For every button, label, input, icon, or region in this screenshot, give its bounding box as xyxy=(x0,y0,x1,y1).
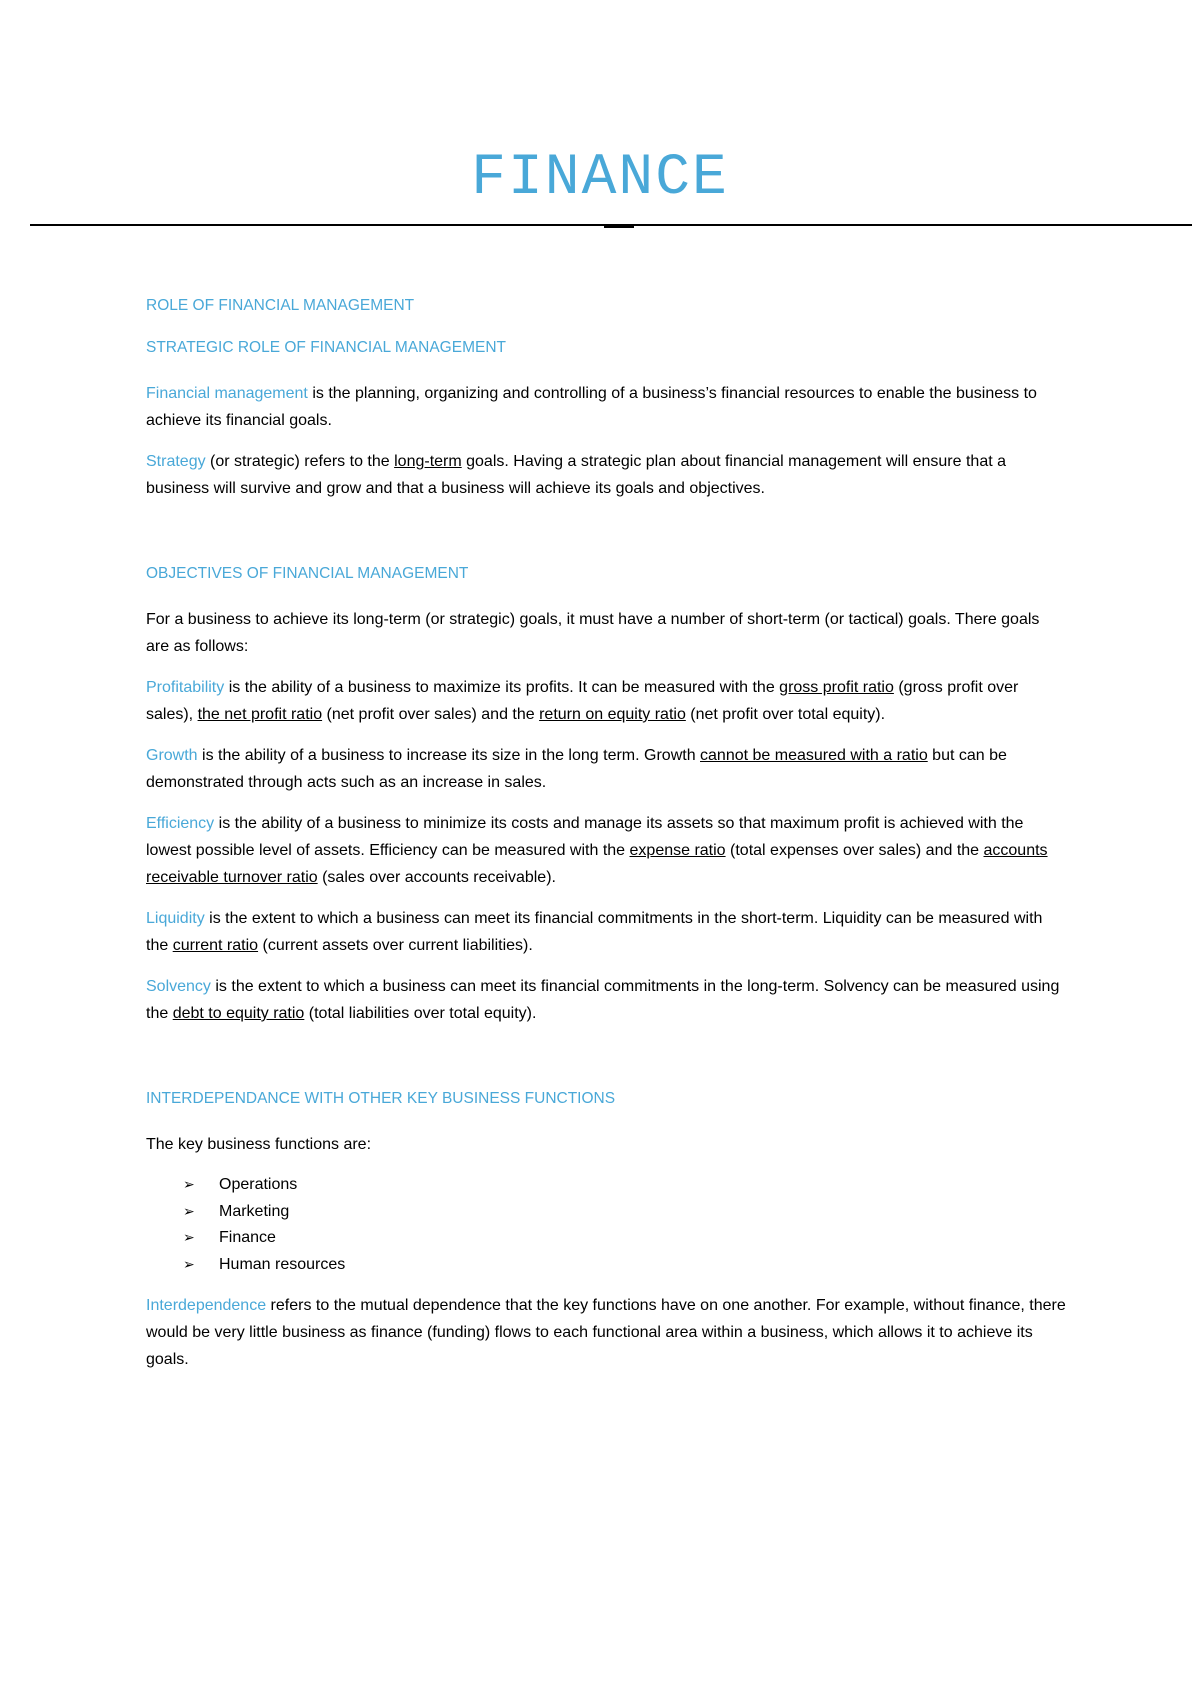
underlined-long-term: long-term xyxy=(394,453,462,470)
list-item xyxy=(183,1252,1066,1279)
definition-text: (sales over accounts receivable). xyxy=(317,869,556,886)
definition-text: is the ability of a business to maximize its profits. It can be measured with the xyxy=(224,679,780,696)
definition-text: (current assets over current liabilities). xyxy=(258,937,533,954)
paragraph-financial-management xyxy=(146,380,1066,434)
section-spacer xyxy=(146,1041,1066,1089)
paragraph-strategy xyxy=(146,448,1066,502)
definition-text: is the ability of a business to increase its size in the long term. Growth xyxy=(197,747,701,764)
term-profitability: Profitability xyxy=(146,679,225,696)
list-item xyxy=(183,1172,1066,1199)
underlined-accounts-receivable-turnover-ratio: accounts receivable turnover ratio xyxy=(146,842,1048,886)
arrow-bullet-icon: ➢ xyxy=(183,1177,195,1193)
paragraph-functions-intro: The key business functions are: xyxy=(146,1136,372,1153)
term-solvency: Solvency xyxy=(146,978,211,995)
list-item-label: Finance xyxy=(219,1229,276,1246)
definition-text: is the extent to which a business can meet its financial commitments in the long-term. Solvency can be measured using the xyxy=(146,978,1060,1022)
underlined-gross-profit-ratio: gross profit ratio xyxy=(779,679,894,696)
arrow-bullet-icon: ➢ xyxy=(183,1203,195,1220)
definition-text: (total liabilities over total equity). xyxy=(304,1005,537,1022)
document-body xyxy=(146,296,1066,1387)
underlined-expense-ratio: expense ratio xyxy=(629,842,726,859)
term-growth: Growth xyxy=(146,747,198,764)
definition-text: (net profit over total equity). xyxy=(685,706,886,723)
definition-text: (or strategic) refers to the xyxy=(205,453,395,470)
list-item-label: Operations xyxy=(219,1176,298,1193)
definition-text: refers to the mutual dependence that the key functions have on one another. For example, without finance, there would be very little business as finance (funding) flows to each functional area within a business, which allows it to achieve its goals. xyxy=(146,1297,1066,1368)
paragraph-liquidity xyxy=(146,905,1066,959)
paragraph-objectives-intro: For a business to achieve its long-term (or strategic) goals, it must have a number of short-term (or tactical) goals. There goals are as follows: xyxy=(146,611,1040,655)
paragraph-efficiency xyxy=(146,810,1066,891)
business-functions-list xyxy=(146,1172,1066,1278)
definition-text: (gross profit over sales), xyxy=(146,679,1019,723)
term-efficiency: Efficiency xyxy=(146,815,215,832)
term-strategy: Strategy xyxy=(146,453,206,470)
title-divider-notch xyxy=(604,226,634,228)
paragraph-profitability xyxy=(146,674,1066,728)
underlined-net-profit-ratio: the net profit ratio xyxy=(197,706,323,723)
arrow-bullet-icon: ➢ xyxy=(183,1256,195,1273)
page-title: FINANCE xyxy=(471,146,729,211)
underlined-current-ratio: current ratio xyxy=(172,937,259,954)
underlined-debt-to-equity-ratio: debt to equity ratio xyxy=(172,1005,305,1022)
definition-text: is the ability of a business to minimize its costs and manage its assets so that maximum profit is achieved with the lowest possible level of assets. Efficiency can be measured with the xyxy=(146,815,1024,859)
definition-text: goals. Having a strategic plan about financial management will ensure that a business will survive and grow and that a business will achieve its goals and objectives. xyxy=(146,453,1007,497)
paragraph-growth xyxy=(146,742,1066,796)
section-spacer xyxy=(146,516,1066,564)
list-item xyxy=(183,1225,1066,1252)
term-financial-management: Financial management xyxy=(146,385,308,402)
heading-role: ROLE OF FINANCIAL MANAGEMENT xyxy=(146,297,415,314)
heading-interdependance: INTERDEPENDANCE WITH OTHER KEY BUSINESS FUNCTIONS xyxy=(146,1090,616,1107)
list-item-label: Marketing xyxy=(219,1202,290,1220)
paragraph-solvency xyxy=(146,973,1066,1027)
underlined-return-on-equity-ratio: return on equity ratio xyxy=(539,706,686,723)
term-liquidity: Liquidity xyxy=(146,910,205,927)
definition-text: is the extent to which a business can meet its financial commitments in the short-term. Liquidity can be measured with the xyxy=(146,910,1043,954)
heading-objectives: OBJECTIVES OF FINANCIAL MANAGEMENT xyxy=(146,565,469,582)
definition-text: but can be demonstrated through acts such as an increase in sales. xyxy=(146,747,1007,791)
term-interdependence: Interdependence xyxy=(146,1297,267,1314)
list-item-label: Human resources xyxy=(219,1255,346,1273)
list-item xyxy=(183,1199,1066,1226)
definition-text: (net profit over sales) and the xyxy=(322,706,540,723)
definition-text: (total expenses over sales) and the xyxy=(725,842,984,859)
arrow-bullet-icon: ➢ xyxy=(183,1230,195,1246)
heading-strategic-role: STRATEGIC ROLE OF FINANCIAL MANAGEMENT xyxy=(146,339,506,356)
definition-text: is the planning, organizing and controlling of a business’s financial resources to enable the business to achieve its financial goals. xyxy=(146,385,1037,429)
underlined-cannot-be-measured: cannot be measured with a ratio xyxy=(700,747,928,764)
paragraph-interdependence xyxy=(146,1292,1066,1373)
